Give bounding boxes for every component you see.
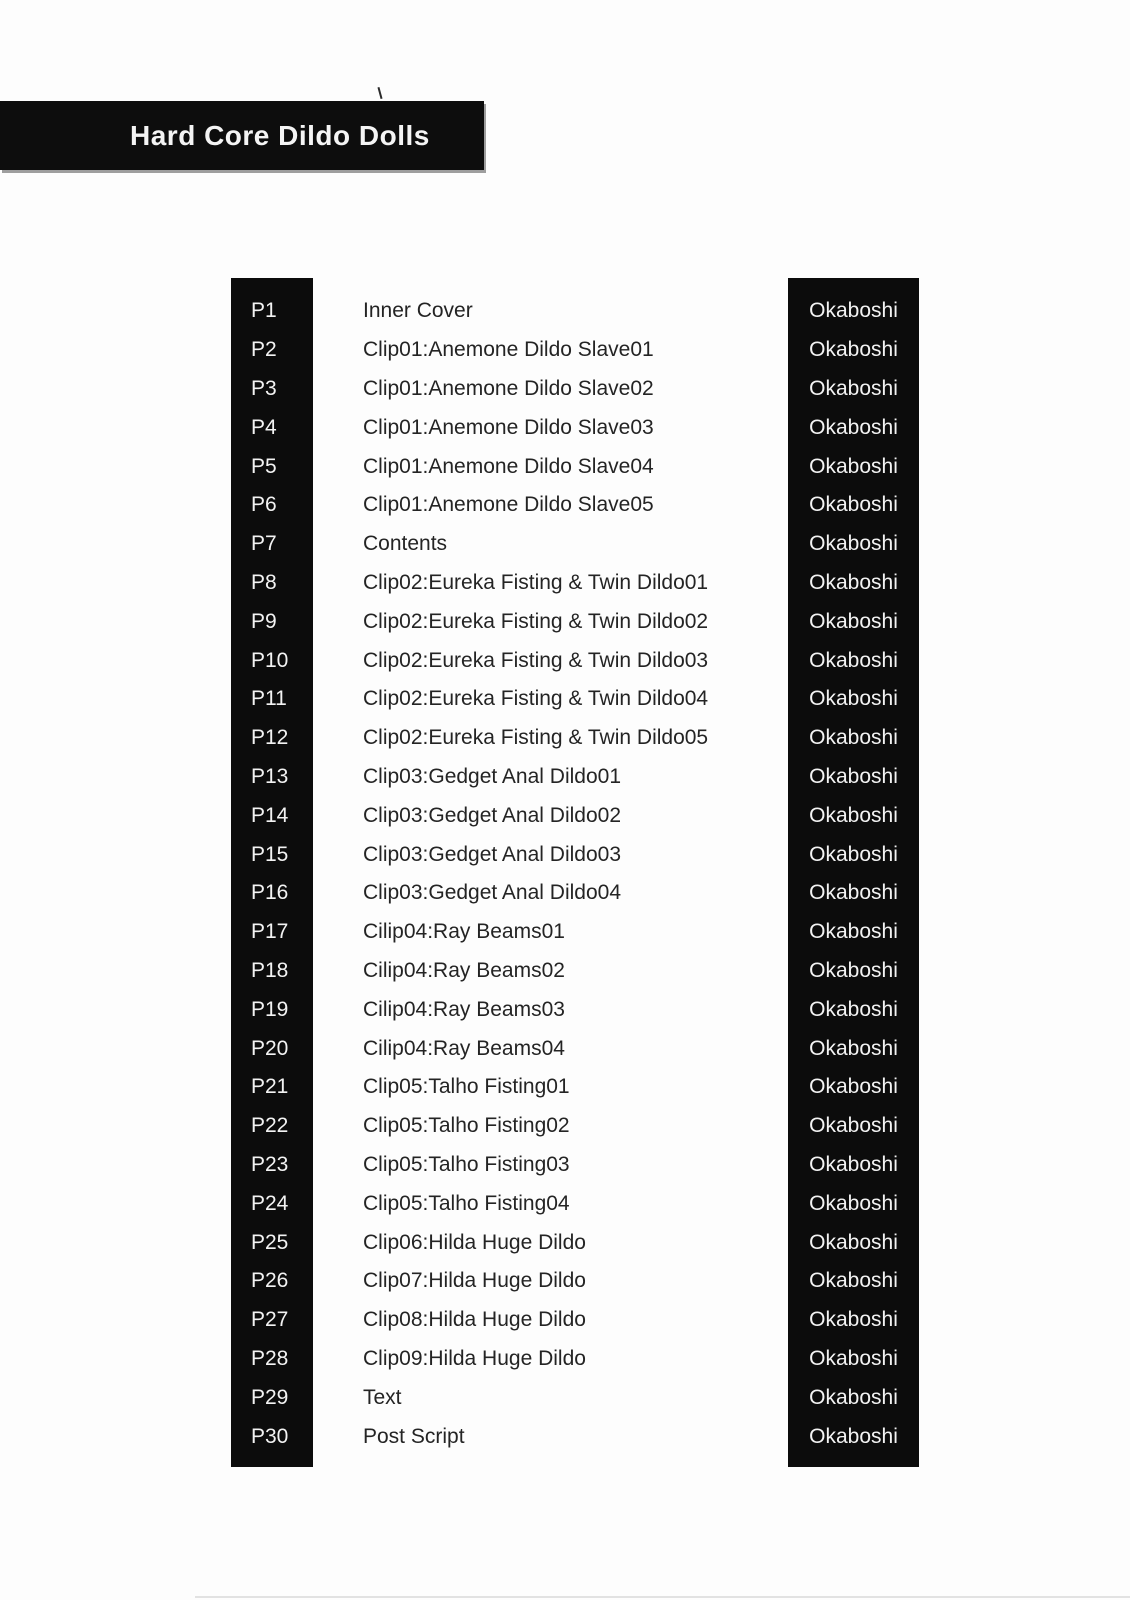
content-title-cell: Clip02:Eureka Fisting & Twin Dildo04	[363, 687, 709, 711]
page-number-cell: P18	[251, 958, 289, 982]
credit-cell: Okaboshi	[809, 842, 898, 866]
page-number-cell: P10	[251, 648, 289, 672]
page-number-cell: P27	[251, 1308, 289, 1332]
content-title-cell: Inner Cover	[363, 299, 473, 323]
page-number-cell: P8	[251, 570, 277, 594]
credit-cell: Okaboshi	[809, 493, 898, 517]
credit-cell: Okaboshi	[809, 958, 898, 982]
credit-cell: Okaboshi	[809, 454, 898, 478]
page-number-cell: P5	[251, 454, 277, 478]
page-number-cell: P24	[251, 1191, 289, 1215]
page-number-cell: P16	[251, 881, 289, 905]
pages-column	[231, 278, 313, 1467]
credit-cell: Okaboshi	[809, 726, 898, 750]
credit-cell: Okaboshi	[809, 997, 898, 1021]
content-title-cell: Clip09:Hilda Huge Dildo	[363, 1346, 586, 1370]
page-number-cell: P13	[251, 764, 289, 788]
credit-cell: Okaboshi	[809, 415, 898, 439]
page-number-cell: P3	[251, 376, 277, 400]
content-title-cell: Clip01:Anemone Dildo Slave05	[363, 493, 654, 517]
page-number-cell: P23	[251, 1152, 289, 1176]
page-number-cell: P20	[251, 1036, 289, 1060]
credit-cell: Okaboshi	[809, 570, 898, 594]
credit-cell: Okaboshi	[809, 1308, 898, 1332]
page-number-cell: P25	[251, 1230, 289, 1254]
content-title-cell: Clip02:Eureka Fisting & Twin Dildo02	[363, 609, 709, 633]
credit-cell: Okaboshi	[809, 881, 898, 905]
page-number-cell: P15	[251, 842, 289, 866]
content-title-cell: Clip03:Gedget Anal Dildo02	[363, 803, 622, 827]
credit-cell: Okaboshi	[809, 648, 898, 672]
page-number-cell: P9	[251, 609, 277, 633]
credit-cell: Okaboshi	[809, 609, 898, 633]
content-title-cell: Clip05:Talho Fisting01	[363, 1075, 570, 1099]
content-title-cell: Cilip04:Ray Beams02	[363, 958, 565, 982]
content-title-cell: Post Script	[363, 1424, 465, 1448]
credit-cell: Okaboshi	[809, 1269, 898, 1293]
page-number-cell: P22	[251, 1114, 289, 1138]
page-number-cell: P29	[251, 1385, 289, 1409]
credit-cell: Okaboshi	[809, 376, 898, 400]
page-number-cell: P17	[251, 920, 289, 944]
credit-cell: Okaboshi	[809, 1346, 898, 1370]
content-title-cell: Clip03:Gedget Anal Dildo03	[363, 842, 622, 866]
content-title-cell: Clip05:Talho Fisting02	[363, 1114, 570, 1138]
page-number-cell: P11	[251, 687, 287, 711]
content-title-cell: Clip07:Hilda Huge Dildo	[363, 1269, 586, 1293]
content-title-cell: Clip01:Anemone Dildo Slave01	[363, 338, 654, 362]
credit-cell: Okaboshi	[809, 687, 898, 711]
content-title-cell: Cilip04:Ray Beams01	[363, 920, 565, 944]
content-title-cell: Contents	[363, 532, 448, 556]
page-title: Hard Core Dildo Dolls	[130, 119, 430, 151]
credit-cell: Okaboshi	[809, 764, 898, 788]
content-title-cell: Text	[363, 1385, 402, 1409]
content-title-cell: Clip01:Anemone Dildo Slave02	[363, 376, 654, 400]
credit-cell: Okaboshi	[809, 1036, 898, 1060]
credit-cell: Okaboshi	[809, 803, 898, 827]
page-number-cell: P30	[251, 1424, 289, 1448]
bottom-scan-line	[195, 1596, 1130, 1598]
page-number-cell: P21	[251, 1075, 289, 1099]
credit-cell: Okaboshi	[809, 1385, 898, 1409]
page-number-cell: P26	[251, 1269, 289, 1293]
credit-cell: Okaboshi	[809, 299, 898, 323]
credit-cell: Okaboshi	[809, 1230, 898, 1254]
content-title-cell: Clip03:Gedget Anal Dildo04	[363, 881, 622, 905]
titles-column	[363, 278, 788, 1467]
page-number-cell: P7	[251, 532, 277, 556]
content-title-cell: Clip05:Talho Fisting03	[363, 1152, 570, 1176]
title-banner	[0, 101, 484, 170]
credit-cell: Okaboshi	[809, 338, 898, 362]
contents-table	[231, 278, 919, 1467]
content-title-cell: Clip03:Gedget Anal Dildo01	[363, 764, 622, 788]
page-number-cell: P2	[251, 338, 277, 362]
credit-cell: Okaboshi	[809, 1075, 898, 1099]
page-number-cell: P28	[251, 1346, 289, 1370]
credit-cell: Okaboshi	[809, 1424, 898, 1448]
content-title-cell: Clip02:Eureka Fisting & Twin Dildo05	[363, 726, 709, 750]
content-title-cell: Clip06:Hilda Huge Dildo	[363, 1230, 586, 1254]
content-title-cell: Clip05:Talho Fisting04	[363, 1191, 570, 1215]
content-title-cell: Clip02:Eureka Fisting & Twin Dildo03	[363, 648, 709, 672]
credit-cell: Okaboshi	[809, 920, 898, 944]
page-number-cell: P4	[251, 415, 277, 439]
page-number-cell: P19	[251, 997, 289, 1021]
content-title-cell: Cilip04:Ray Beams04	[363, 1036, 565, 1060]
credit-cell: Okaboshi	[809, 1191, 898, 1215]
page-number-cell: P1	[251, 299, 277, 323]
content-title-cell: Clip01:Anemone Dildo Slave04	[363, 454, 654, 478]
content-title-cell: Clip01:Anemone Dildo Slave03	[363, 415, 654, 439]
content-title-cell: Clip08:Hilda Huge Dildo	[363, 1308, 586, 1332]
content-title-cell: Clip02:Eureka Fisting & Twin Dildo01	[363, 570, 709, 594]
credit-cell: Okaboshi	[809, 1152, 898, 1176]
credit-cell: Okaboshi	[809, 532, 898, 556]
page-number-cell: P14	[251, 803, 289, 827]
credit-cell: Okaboshi	[809, 1114, 898, 1138]
page-number-cell: P6	[251, 493, 277, 517]
content-title-cell: Cilip04:Ray Beams03	[363, 997, 565, 1021]
scan-tick-artifact	[377, 87, 382, 99]
credits-column	[788, 278, 919, 1467]
page-number-cell: P12	[251, 726, 289, 750]
